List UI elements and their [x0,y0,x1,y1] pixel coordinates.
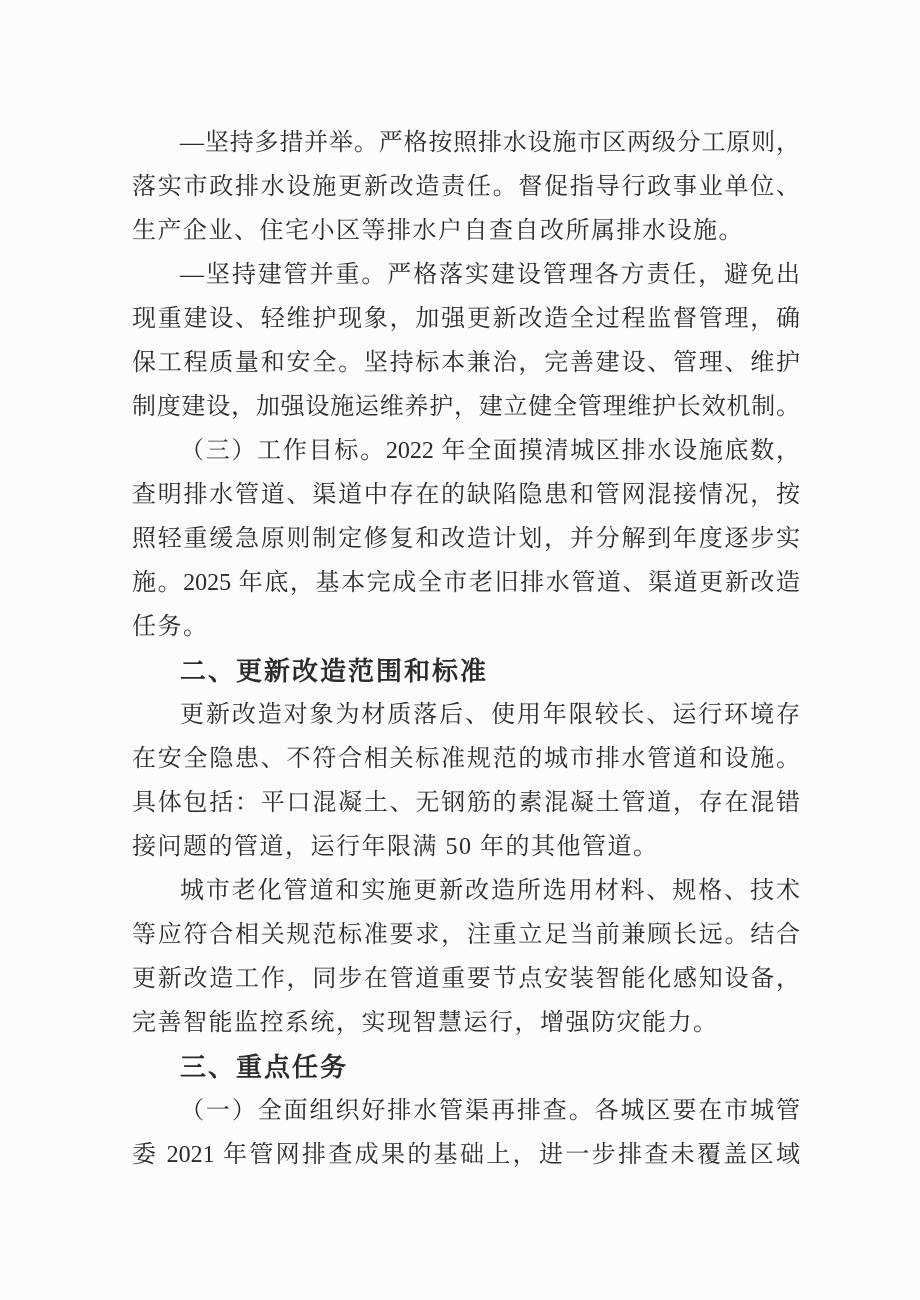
document-line: 在安全隐患、不符合相关标准规范的城市排水管道和设施。 [132,746,800,772]
document-line: 保工程质量和安全。坚持标本兼治，完善建设、管理、维护 [132,350,800,376]
document-text-block [132,121,800,1177]
document-line: 接问题的管道，运行年限满 50 年的其他管道。 [132,834,659,860]
document-line: 制度建设，加强设施运维养护，建立健全管理维护长效机制。 [132,394,800,420]
document-line: 任务。 [132,614,209,640]
document-line: 城市老化管道和实施更新改造所选用材料、规格、技术 [180,878,800,904]
document-line: 施。2025 年底，基本完成全市老旧排水管道、渠道更新改造 [132,570,800,596]
document-line: （三）工作目标。2022 年全面摸清城区排水设施底数， [180,438,800,464]
document-line: 更新改造工作，同步在管道重要节点安装智能化感知设备， [132,966,800,992]
section-heading: 三、重点任务 [180,1052,349,1082]
document-line: 查明排水管道、渠道中存在的缺陷隐患和管网混接情况，按 [132,482,800,508]
document-line: 现重建设、轻维护现象，加强更新改造全过程监督管理，确 [132,306,800,332]
document-line: 具体包括：平口混凝土、无钢筋的素混凝土管道，存在混错 [132,790,800,816]
document-line: —坚持多措并举。严格按照排水设施市区两级分工原则， [180,130,800,156]
document-line: 照轻重缓急原则制定修复和改造计划，并分解到年度逐步实 [132,526,800,552]
document-line: 更新改造对象为材质落后、使用年限较长、运行环境存 [180,702,800,728]
document-line: （一）全面组织好排水管渠再排查。各城区要在市城管 [180,1098,800,1124]
document-line: 完善智能监控系统，实现智慧运行，增强防灾能力。 [132,1010,719,1036]
document-line: 委 2021 年管网排查成果的基础上，进一步排查未覆盖区域 [132,1142,800,1168]
document-line: 生产企业、住宅小区等排水户自查自改所属排水设施。 [132,218,744,244]
section-heading: 二、更新改造范围和标准 [180,656,489,686]
document-line: 等应符合相关规范标准要求，注重立足当前兼顾长远。结合 [132,922,800,948]
document-line: —坚持建管并重。严格落实建设管理各方责任，避免出 [180,262,800,288]
document-line: 落实市政排水设施更新改造责任。督促指导行政事业单位、 [132,174,800,200]
